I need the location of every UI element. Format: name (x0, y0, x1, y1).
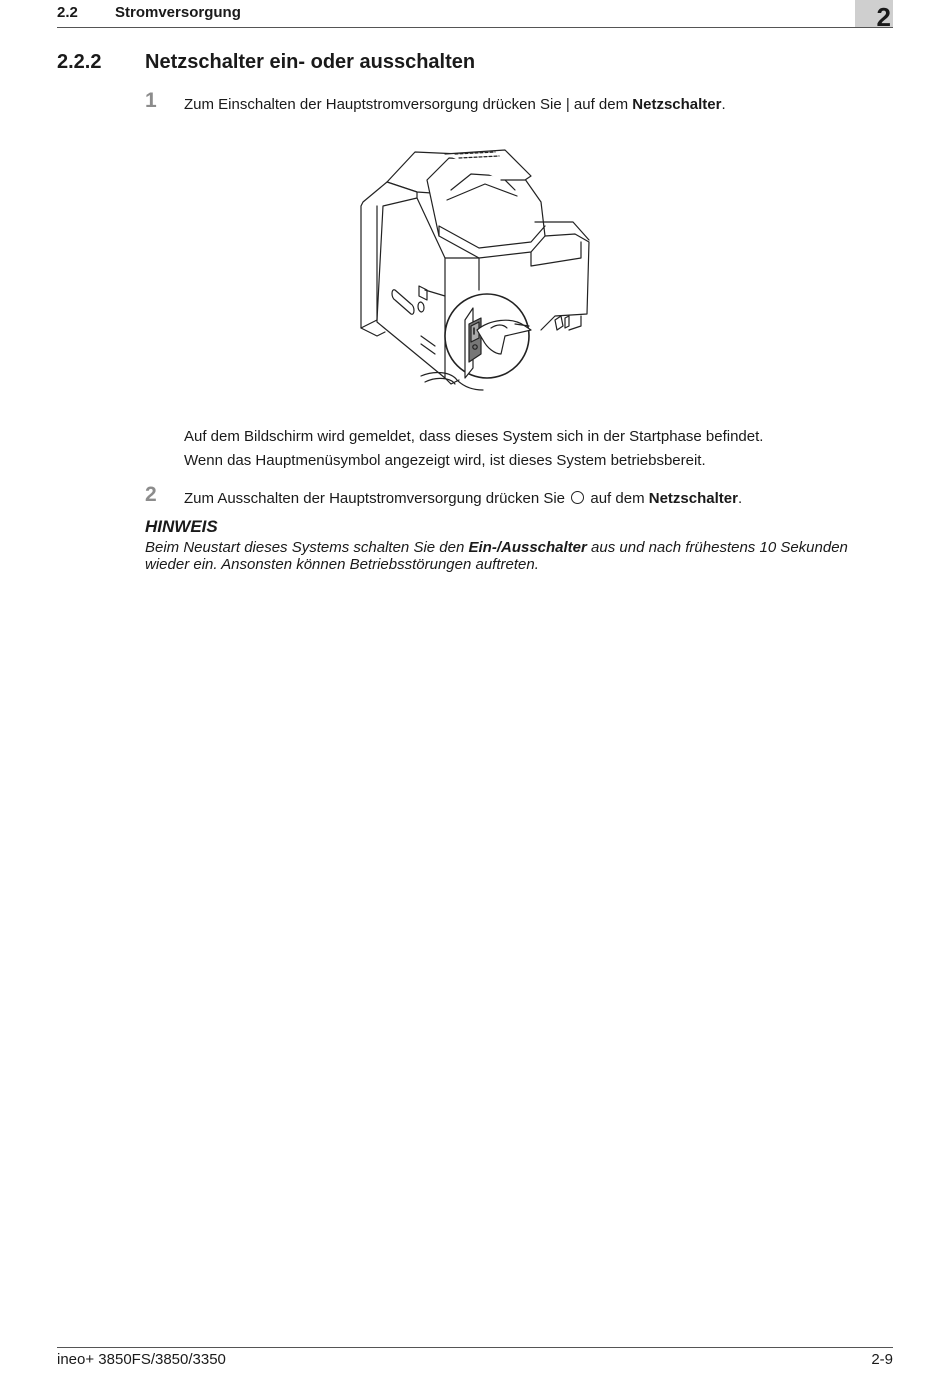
step-2-text-end: . (737, 490, 743, 507)
footer-page-number: 2-9 (871, 1351, 893, 1368)
step-1-text-end: . (721, 96, 726, 113)
step-1-text-lead: Zum Einschalten der Hauptstromversorgung drücken Sie | auf dem (184, 96, 633, 113)
note-text-lead: Beim Neustart dieses Systems schalten Sie den (145, 539, 469, 556)
step-1-keyword: Netzschalter (632, 96, 722, 113)
step-2-text-lead: Zum Ausschalten der Hauptstromversorgung drücken Sie (184, 490, 566, 507)
step-2-text-mid: auf dem (590, 490, 649, 507)
info-line-ready: Wenn das Hauptmenüsymbol angezeigt wird, ist dieses System betriebsbereit. (184, 452, 706, 469)
footer-rule (57, 1347, 893, 1348)
note-keyword: Ein-/Ausschalter (468, 539, 587, 556)
note-text (145, 539, 885, 573)
footer-model: ineo+ 3850FS/3850/3350 (57, 1351, 226, 1368)
power-off-icon (571, 491, 584, 504)
info-line-startup: Auf dem Bildschirm wird gemeldet, dass dieses System sich in der Startphase befindet. (184, 428, 764, 445)
printer-power-switch-illustration (355, 140, 595, 392)
note-text-end: aus und nach frühestens 10 Sekunden wieder ein. Ansonsten können Betriebsstörungen auftreten. (145, 539, 848, 573)
step-2-text (184, 490, 742, 507)
step-2-keyword: Netzschalter (648, 490, 738, 507)
section-number: 2.2.2 (57, 51, 102, 73)
header-rule (57, 27, 893, 28)
chapter-tab: 2 (855, 0, 893, 27)
section-title: Netzschalter ein- oder ausschalten (145, 51, 476, 73)
step-1-number: 1 (145, 89, 157, 112)
header-section-title: Stromversorgung (115, 4, 241, 21)
note-title: HINWEIS (145, 517, 218, 536)
step-2-number: 2 (145, 483, 157, 506)
header-section-number: 2.2 (57, 4, 78, 21)
step-1-text (184, 96, 726, 113)
